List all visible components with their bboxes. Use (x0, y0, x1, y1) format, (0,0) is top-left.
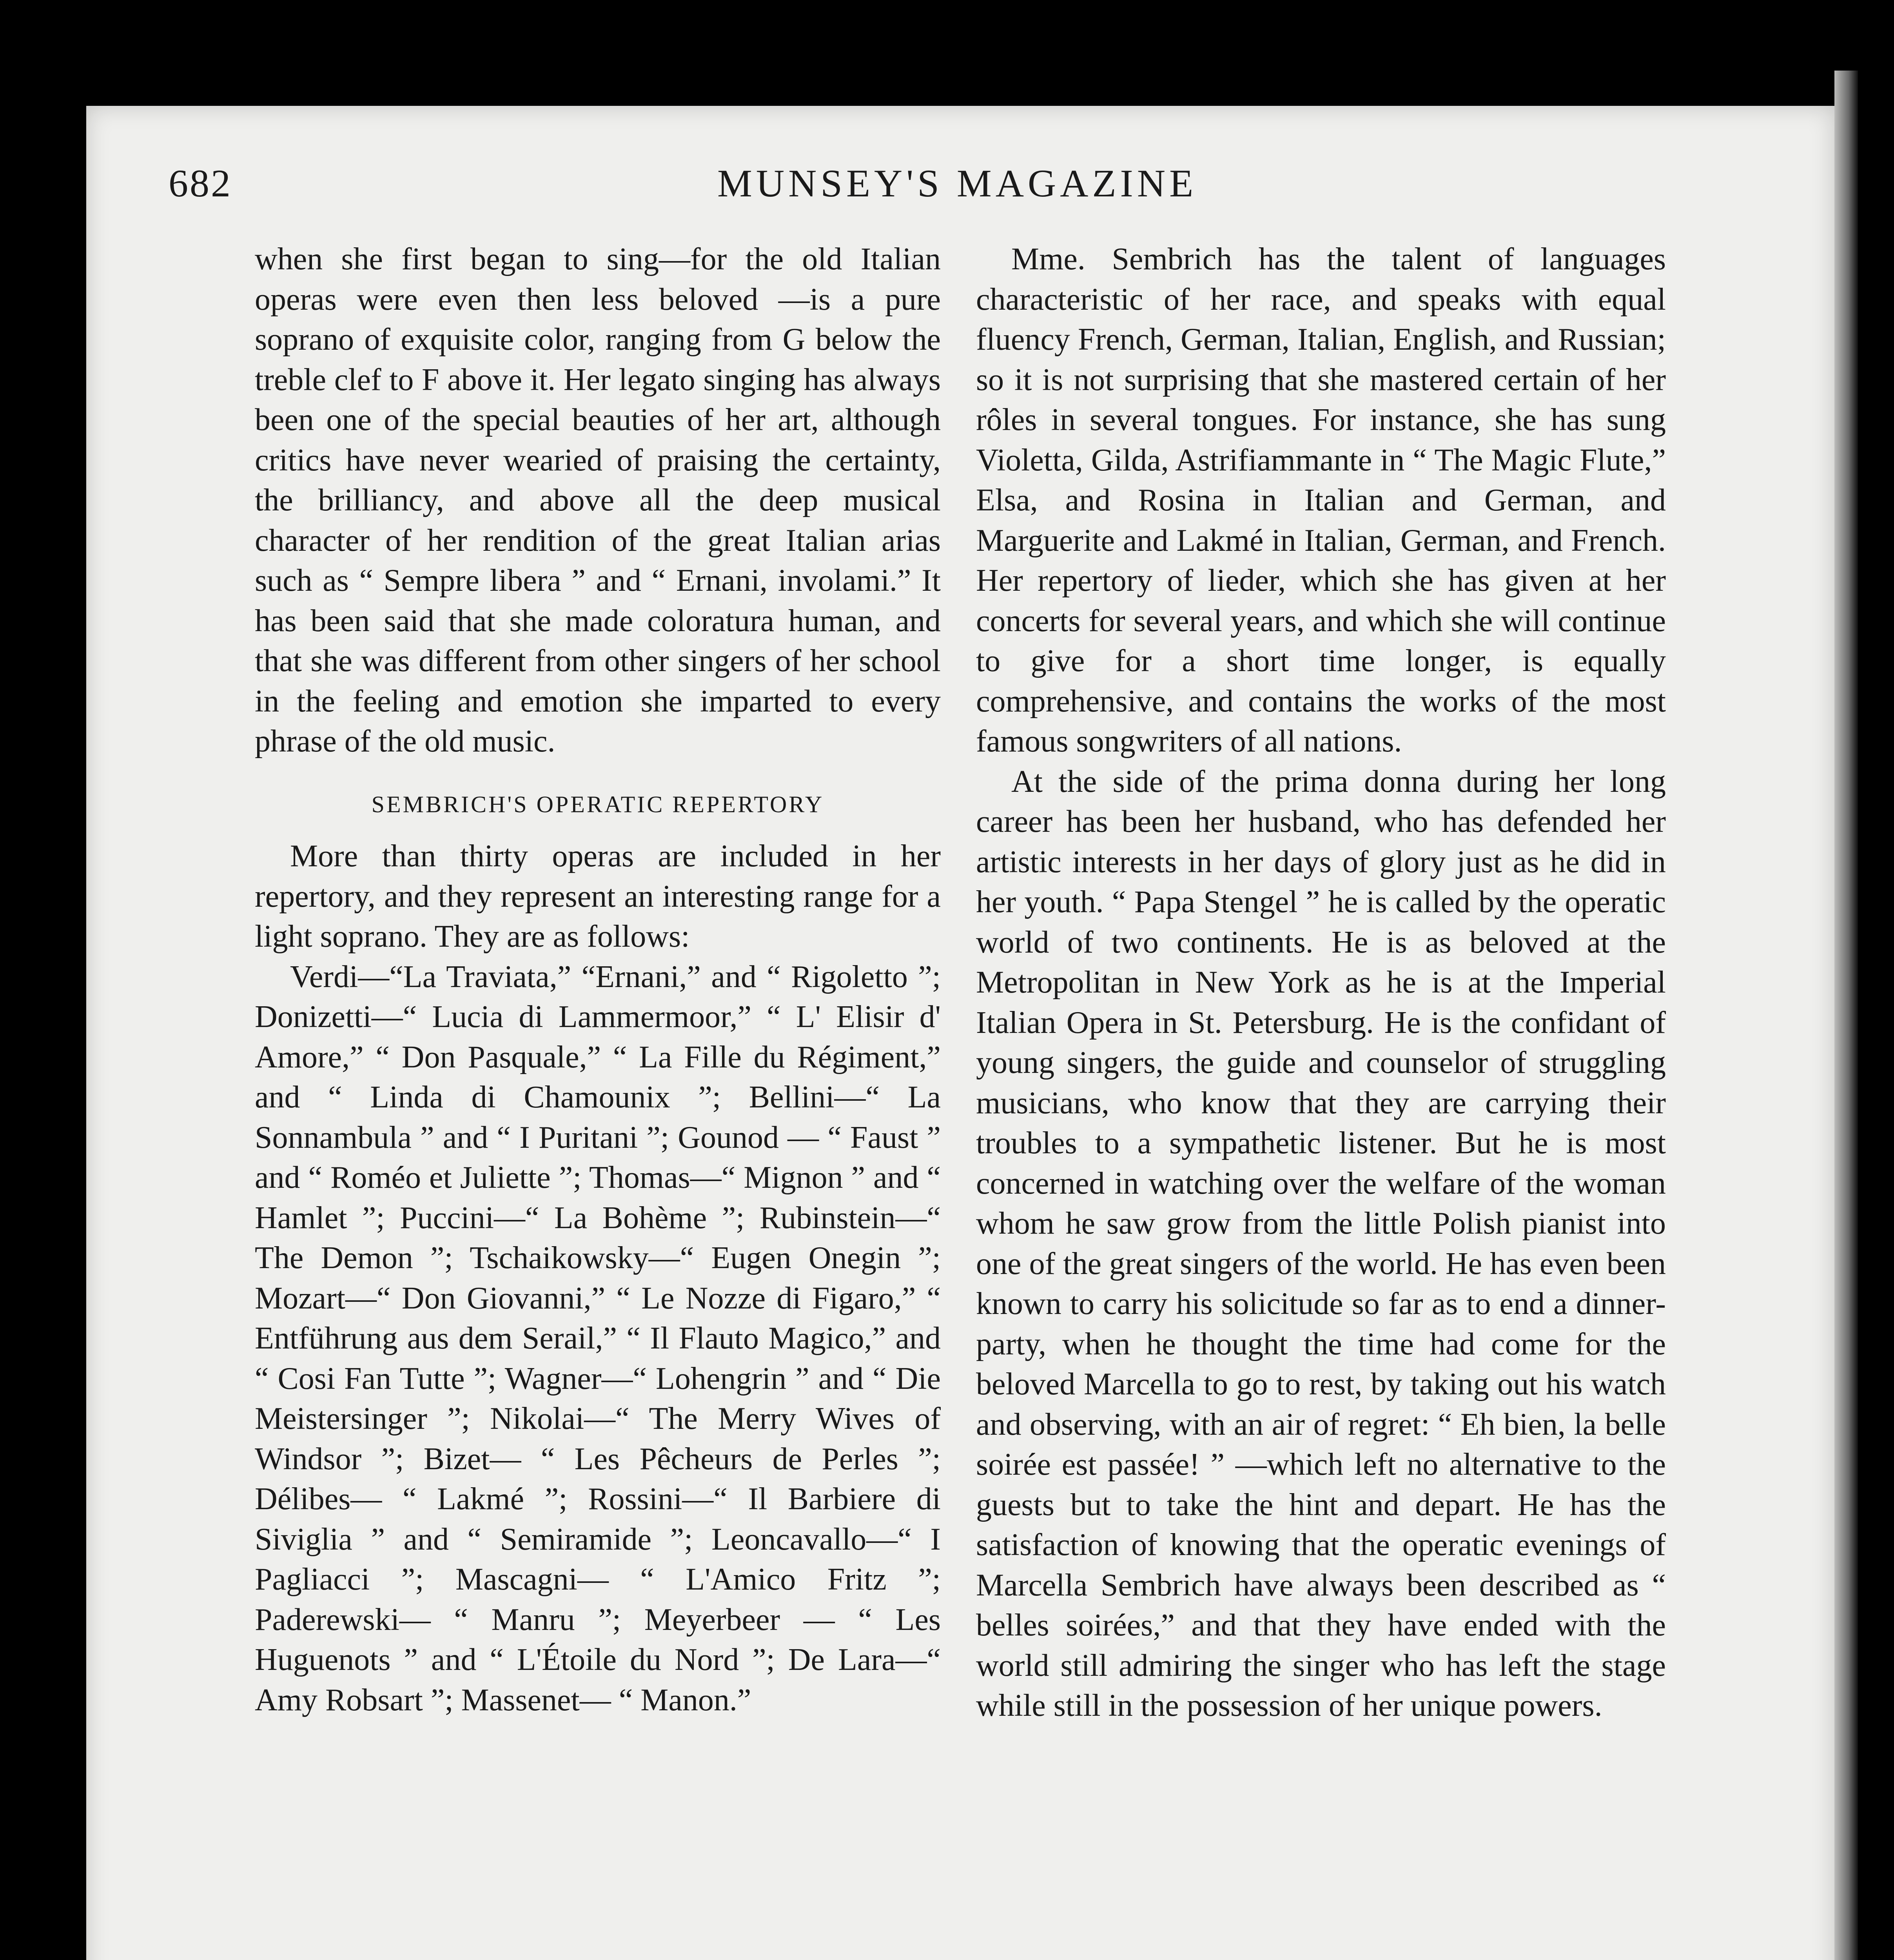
paragraph: At the side of the prima donna during her long career has been her husband, who has defended her artistic interests in her days of glory just as he did in her youth. “ Papa Stengel ” he is called by the operatic world of two continents. He is as beloved at the Metropolitan in New York as he is at the Imperial Italian Opera in St. Petersburg. He is the confidant of young singers, the guide and counselor of struggling musicians, who know that they are carrying their troubles to a sympathetic listener. But he is most concerned in watching over the welfare of the woman whom he saw grow from the little Polish pianist into one of the great singers of the world. He has even been known to carry his solicitude so far as to end a dinner-party, when he thought the time had come for the beloved Marcella to go to rest, by taking out his watch and observing, with an air of regret: “ Eh bien, la belle soirée est passée! ” —which left no alternative to the guests but to take the hint and depart. He has the satisfaction of knowing that the operatic evenings of Marcella Sembrich have always been described as “ belles soirées,” and that they have ended with the world still admiring the singer who has left the stage while still in the possession of her unique powers. (976, 764, 1666, 1723)
left-column (255, 239, 941, 1720)
running-head (169, 161, 1599, 212)
paragraph: More than thirty operas are included in her repertory, and they represent an interesting range for a light soprano. They are as follows: (255, 839, 941, 954)
paragraph: Mme. Sembrich has the talent of languages characteristic of her race, and speaks with equal fluency French, German, Italian, English, and Russian; so it is not surprising that she mastered certain of her rôles in several tongues. For instance, she has sung Violetta, Gilda, Astrifiammante in “ The Magic Flute,” Elsa, and Rosina in Italian and German, and Marguerite and Lakmé in Italian, German, and French. Her repertory of lieder, which she has given at her concerts for several years, and which she will continue to give for a short time longer, is equally comprehensive, and contains the works of the most famous songwriters of all nations. (976, 242, 1666, 759)
section-heading: SEMBRICH'S OPERATIC REPERTORY (371, 791, 824, 817)
paragraph: Verdi—“La Traviata,” “Ernani,” and “ Rigoletto ”; Donizetti—“ Lucia di Lammermoor,” “ L' Elisir d' Amore,” “ Don Pasquale,” “ La Fille du Régiment,” and “ Linda di Chamounix ”; Bellini—“ La Sonnambula ” and “ I Puritani ”; Gounod — “ Faust ” and “ Roméo et Juliette ”; Thomas—“ Mignon ” and “ Hamlet ”; Puccini—“ La Bohème ”; Rubinstein—“ The Demon ”; Tschaikowsky—“ Eugen Onegin ”; Mozart—“ Don Giovanni,” “ Le Nozze di Figaro,” “ Entführung aus dem Serail,” “ Il Flauto Magico,” and “ Cosi Fan Tutte ”; Wagner—“ Lohengrin ” and “ Die Meistersinger ”; Nikolai—“ The Merry Wives of Windsor ”; Bizet— “ Les Pêcheurs de Perles ”; Délibes— “ Lakmé ”; Rossini—“ Il Barbiere di Siviglia ” and “ Semiramide ”; Leoncavallo—“ I Pagliacci ”; Mascagni— “ L'Amico Fritz ”; Paderewski— “ Manru ”; Meyerbeer — “ Les Huguenots ” and “ L'Étoile du Nord ”; De Lara—“ Amy Robsart ”; Massenet— “ Manon.” (255, 959, 941, 1717)
next-page-edge (1834, 71, 1858, 1960)
right-column (976, 239, 1666, 1726)
paragraph: when she first began to sing—for the old Italian operas were even then less beloved —is a pure soprano of exquisite color, ranging from G below the treble clef to F above it. Her legato singing has always been one of the special beauties of her art, although critics have never wearied of praising the certainty, the brilliancy, and above all the deep musical character of her rendition of the great Italian arias such as “ Sempre libera ” and “ Ernani, involami.” It has been said that she made coloratura human, and that she was different from other singers of her school in the feeling and emotion she imparted to every phrase of the old music. (255, 242, 941, 759)
magazine-title: MUNSEY'S MAGAZINE (717, 162, 1197, 205)
page-number: 682 (169, 162, 232, 205)
